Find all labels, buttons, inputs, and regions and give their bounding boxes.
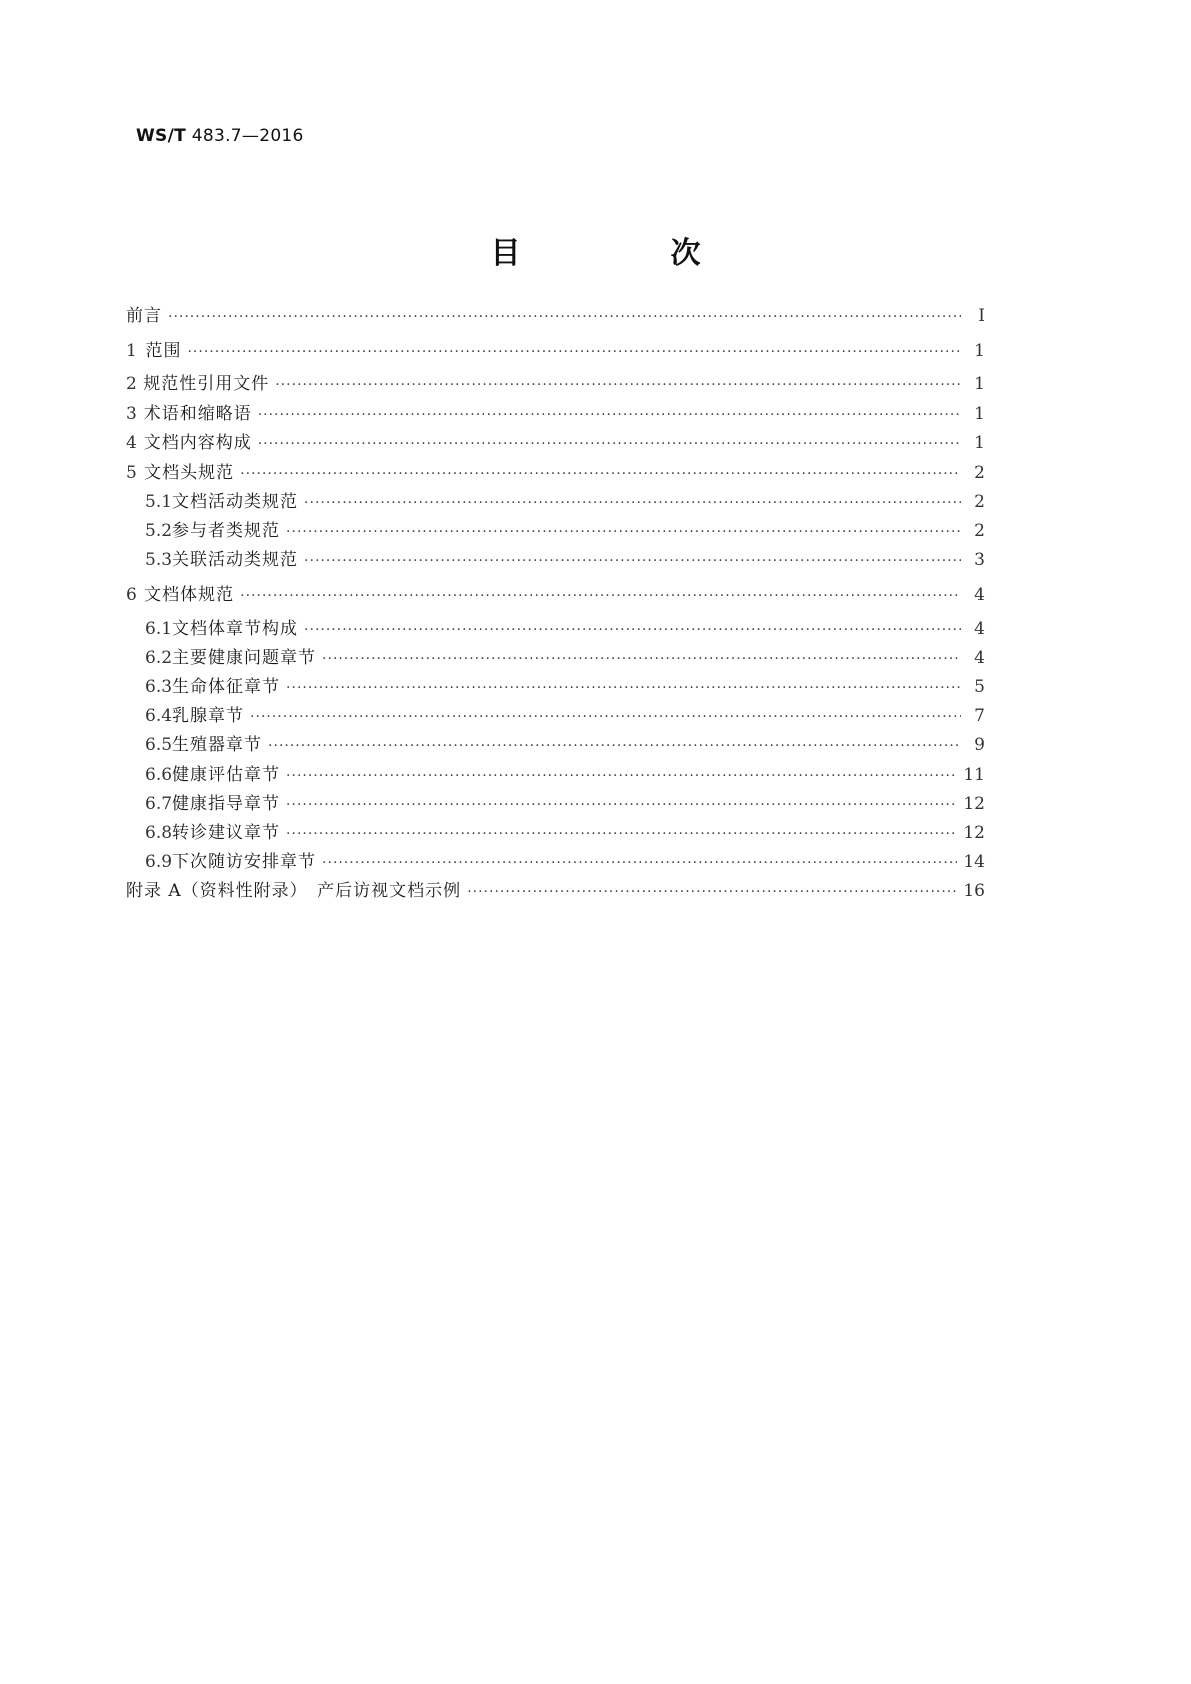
toc-entry-title: 乳腺章节	[172, 706, 245, 726]
toc-entry[interactable]	[126, 373, 985, 396]
toc-entry[interactable]	[126, 340, 985, 363]
toc-entry[interactable]	[126, 432, 985, 455]
toc-page-number: 2	[974, 521, 985, 541]
toc-dot-leader	[286, 677, 961, 699]
toc-entry-number: 6.9	[145, 852, 173, 872]
toc-entry-title: 文档体章节构成	[172, 619, 299, 639]
toc-page-number: 11	[963, 765, 985, 785]
toc-entry-number: 5.1	[145, 492, 173, 512]
toc-page-number: 16	[963, 881, 985, 901]
toc-entry-title: 文档头规范	[144, 463, 235, 483]
toc-entry-title: 转诊建议章节	[172, 823, 281, 843]
toc-page-number: 2	[974, 492, 985, 512]
toc-dot-leader	[286, 823, 957, 845]
toc-dot-leader	[304, 492, 961, 514]
toc-dot-leader	[187, 341, 961, 363]
toc-entry-title: 规范性引用文件	[143, 374, 270, 394]
toc-entry-title: 下次随访安排章节	[172, 852, 317, 872]
toc-entry[interactable]	[126, 403, 985, 426]
toc-dot-leader	[322, 852, 957, 874]
toc-dot-leader	[258, 404, 961, 426]
toc-entry[interactable]	[145, 822, 985, 845]
toc-entry-title: 文档体规范	[144, 585, 235, 605]
toc-entry-title: 健康指导章节	[172, 794, 281, 814]
toc-page-number: 9	[974, 735, 985, 755]
toc-dot-leader	[258, 433, 961, 455]
toc-page-number: 5	[974, 677, 985, 697]
toc-page-number: 3	[974, 550, 985, 570]
toc-entry-number: 5.2	[145, 521, 173, 541]
toc-entry-number: 5	[126, 463, 137, 483]
toc-entry-title: 文档内容构成	[143, 433, 252, 453]
toc-entry-number: 6.4	[145, 706, 173, 726]
toc-page-number: 4	[974, 619, 985, 639]
toc-entry-title: 生命体征章节	[172, 677, 281, 697]
toc-entry-title: 主要健康问题章节	[172, 648, 317, 668]
toc-page-number: Ⅰ	[978, 306, 985, 326]
toc-page-number: 2	[974, 463, 985, 483]
toc-entry-number: 6	[126, 585, 137, 605]
toc-dot-leader	[304, 550, 961, 572]
toc-entry[interactable]	[126, 462, 985, 485]
toc-page-number: 1	[974, 341, 985, 361]
toc-entry[interactable]	[126, 305, 985, 328]
toc-entry[interactable]	[145, 520, 985, 543]
toc-entry[interactable]	[145, 618, 985, 641]
toc-entry-number: 6.7	[145, 794, 173, 814]
toc-page-number: 7	[974, 706, 985, 726]
toc-entry-title: 范围	[145, 341, 182, 361]
toc-page-number: 4	[974, 585, 985, 605]
standard-code	[136, 126, 304, 146]
toc-entry-number: 6.6	[145, 765, 173, 785]
toc-page-number: 1	[974, 404, 985, 424]
toc-entry[interactable]	[145, 734, 985, 757]
toc-title: 目 次	[490, 236, 761, 271]
toc-entry-number: 6.5	[145, 735, 173, 755]
toc-dot-leader	[168, 306, 961, 328]
toc-entry-title: 关联活动类规范	[172, 550, 299, 570]
toc-entry[interactable]	[145, 491, 985, 514]
toc-dot-leader	[275, 374, 961, 396]
toc-dot-leader	[286, 521, 961, 543]
toc-entry[interactable]	[145, 676, 985, 699]
toc-entry-number: 3	[126, 404, 137, 424]
toc-entry-number: 1	[126, 341, 137, 361]
toc-entry[interactable]	[145, 764, 985, 787]
standard-code-prefix: WS/T	[136, 126, 187, 146]
toc-entry[interactable]	[145, 647, 985, 670]
toc-dot-leader	[467, 881, 957, 903]
toc-entry-number: 6.3	[145, 677, 173, 697]
toc-entry[interactable]	[145, 793, 985, 816]
toc-entry[interactable]	[145, 549, 985, 572]
toc-dot-leader	[286, 765, 957, 787]
toc-entry-number: 6.2	[145, 648, 173, 668]
toc-entry[interactable]	[126, 584, 985, 607]
toc-entry-title: 术语和缩略语	[143, 404, 252, 424]
toc-entry-title: 附录 A（资料性附录） 产后访视文档示例	[126, 881, 462, 901]
toc-entry-number: 2	[126, 374, 137, 394]
toc-entry[interactable]	[145, 705, 985, 728]
toc-dot-leader	[304, 619, 961, 641]
toc-entry-title: 健康评估章节	[172, 765, 281, 785]
toc-page-number: 4	[974, 648, 985, 668]
toc-page-number: 12	[963, 794, 985, 814]
toc-entry-title: 参与者类规范	[172, 521, 281, 541]
toc-page-number: 1	[974, 374, 985, 394]
toc-entry[interactable]	[126, 880, 985, 903]
toc-entry-number: 4	[126, 433, 137, 453]
toc-entry-title: 生殖器章节	[172, 735, 263, 755]
toc-entry-number: 6.8	[145, 823, 173, 843]
toc-entry-number: 6.1	[145, 619, 173, 639]
toc-dot-leader	[250, 706, 961, 728]
toc-dot-leader	[286, 794, 957, 816]
toc-entry[interactable]	[145, 851, 985, 874]
toc-entry-number: 5.3	[145, 550, 173, 570]
toc-dot-leader	[240, 463, 961, 485]
toc-entry-title: 前言	[126, 306, 162, 326]
toc-page-number: 14	[963, 852, 985, 872]
toc-dot-leader	[322, 648, 961, 670]
toc-page-number: 1	[974, 433, 985, 453]
toc-page-number: 12	[963, 823, 985, 843]
toc-dot-leader	[268, 735, 961, 757]
toc-dot-leader	[240, 585, 961, 607]
standard-code-number: 483.7—2016	[191, 126, 304, 146]
toc-entry-title: 文档活动类规范	[172, 492, 299, 512]
